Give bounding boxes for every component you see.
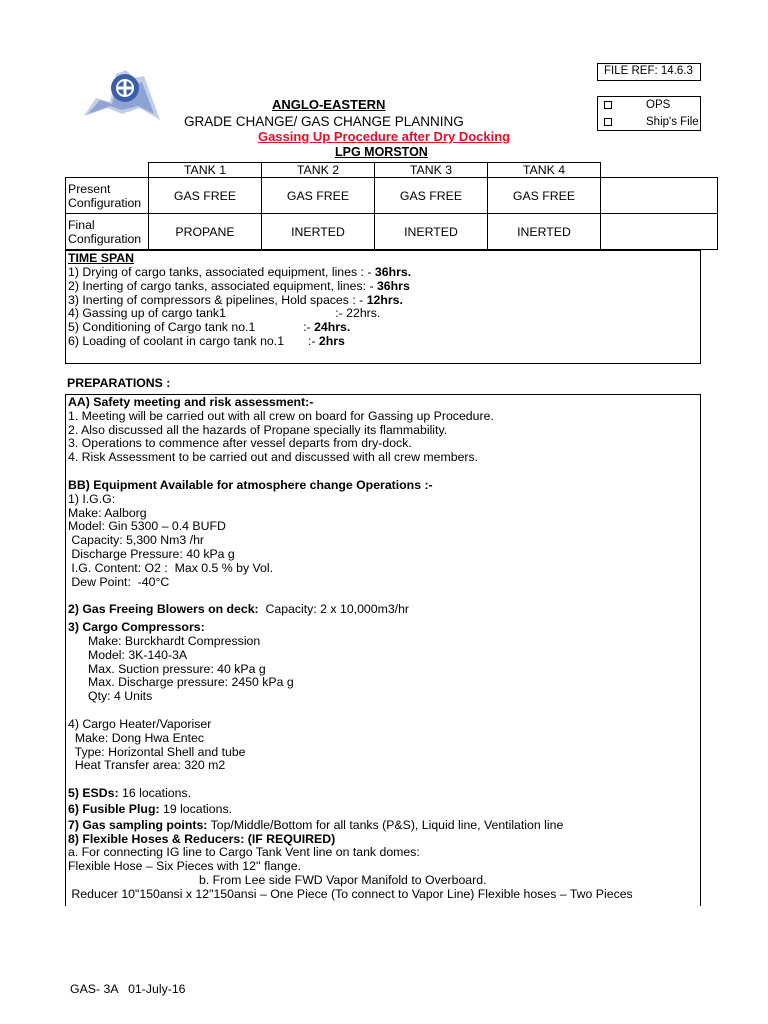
company-logo	[82, 68, 162, 126]
time-span-title: TIME SPAN	[68, 251, 135, 265]
list-item: 4) Cargo Heater/Vaporiser	[68, 716, 212, 731]
bb-title: BB) Equipment Available for atmosphere change Operations :-	[68, 477, 433, 492]
list-item: 1) Drying of cargo tanks, associated equipment, lines : - 36hrs.	[68, 265, 412, 279]
procedure-title: Gassing Up Procedure after Dry Docking	[258, 129, 511, 144]
cell-present-tank-4: GAS FREE	[488, 178, 601, 214]
configuration-table	[65, 162, 718, 250]
cell-present-tank-1: GAS FREE	[149, 178, 262, 214]
list-item: Discharge Pressure: 40 kPa g	[68, 546, 235, 561]
preparations-heading: PREPARATIONS :	[67, 376, 171, 390]
row-label-final: Final Configuration	[66, 214, 149, 250]
list-item: Make: Burckhardt Compression	[88, 633, 261, 648]
list-item: 3) Inerting of compressors & pipelines, Hold spaces : - 12hrs.	[68, 292, 403, 307]
ops-checkbox[interactable]	[604, 101, 612, 109]
list-item: Capacity: 5,300 Nm3 /hr	[68, 533, 205, 548]
esd-line: 5) ESDs: 16 locations.	[68, 786, 192, 801]
compressors-title: 3) Cargo Compressors:	[68, 620, 205, 635]
cell-final-tank-2: INERTED	[262, 214, 375, 250]
column-tank-4: TANK 4	[488, 163, 601, 178]
column-tank-1: TANK 1	[149, 163, 262, 178]
list-item: Dew Point: -40°C	[68, 574, 170, 589]
vessel-name: LPG MORSTON	[335, 145, 428, 159]
cell-present-tank-3: GAS FREE	[375, 178, 488, 214]
ops-label: OPS	[646, 99, 671, 111]
table-header-row	[66, 163, 718, 178]
file-ref: FILE REF: 14.6.3	[604, 65, 693, 77]
aa-title: AA) Safety meeting and risk assessment:-	[68, 395, 314, 409]
list-item: Model: 3K-140-3A	[88, 647, 188, 662]
list-item: 2. Also discussed all the hazards of Propane specially its flammability.	[68, 422, 448, 437]
list-item: Model: Gin 5300 – 0.4 BUFD	[68, 519, 226, 534]
file-ref-box	[597, 63, 701, 81]
list-item: 4) Gassing up of cargo tank1 :- 22hrs.	[68, 306, 381, 321]
list-item: 4. Risk Assessment to be carried out and discussed with all crew members.	[68, 450, 479, 465]
cell-final-tank-1: PROPANE	[149, 214, 262, 250]
list-item: Make: Aalborg	[68, 505, 147, 520]
ships-file-label: Ship's File	[646, 116, 699, 128]
column-tank-2: TANK 2	[262, 163, 375, 178]
company-name: ANGLO-EASTERN	[272, 97, 386, 112]
list-item: Max. Discharge pressure: 2450 kPa g	[88, 675, 294, 690]
list-item: Type: Horizontal Shell and tube	[68, 744, 246, 759]
list-item: 6) Loading of coolant in cargo tank no.1 :- 2hrs	[68, 333, 345, 348]
table-row	[66, 178, 718, 214]
list-item: b. From Lee side FWD Vapor Manifold to Overboard.	[199, 872, 487, 887]
row-label-present: Present Configuration	[66, 178, 149, 214]
footer-code: GAS- 3A 01-July-16	[70, 982, 186, 996]
list-item: 1) I.G.G:	[68, 491, 116, 506]
cell-final-tank-4: INERTED	[488, 214, 601, 250]
list-item: 2) Inerting of cargo tanks, associated equipment, lines: - 36hrs	[68, 278, 410, 293]
distribution-box	[597, 96, 701, 131]
list-item: Make: Dong Hwa Entec	[68, 730, 205, 745]
time-span-list	[68, 266, 411, 349]
list-item: 5) Conditioning of Cargo tank no.1 :- 24hrs.	[68, 320, 351, 335]
list-item: a. For connecting IG line to Cargo Tank Vent line on tank domes:	[68, 845, 420, 860]
list-item: Reducer 10"150ansi x 12"150ansi – One Piece (To connect to Vapor Line) Flexible hoses – Two Pieces	[68, 886, 633, 901]
hoses-title: 8) Flexible Hoses & Reducers: (IF REQUIRED)	[68, 831, 336, 846]
document-title: GRADE CHANGE/ GAS CHANGE PLANNING	[184, 114, 464, 129]
list-item: I.G. Content: O2 : Max 0.5 % by Vol.	[68, 560, 274, 575]
cell-present-tank-2: GAS FREE	[262, 178, 375, 214]
list-item: Heat Transfer area: 320 m2	[68, 758, 226, 773]
blowers-line: 2) Gas Freeing Blowers on deck: Capacity: 2 x 10,000m3/hr	[68, 602, 410, 617]
preparations-content	[68, 396, 633, 902]
time-span-box	[65, 250, 701, 364]
cell-final-tank-3: INERTED	[375, 214, 488, 250]
list-item: Flexible Hose – Six Pieces with 12'' flange.	[68, 859, 301, 874]
list-item: 1. Meeting will be carried out with all crew on board for Gassing up Procedure.	[68, 408, 494, 423]
fusible-line: 6) Fusible Plug: 19 locations.	[68, 801, 233, 816]
column-tank-3: TANK 3	[375, 163, 488, 178]
list-item: Qty: 4 Units	[88, 689, 153, 704]
table-row	[66, 214, 718, 250]
sampling-line: 7) Gas sampling points: Top/Middle/Bottom for all tanks (P&S), Liquid line, Ventilation line	[68, 817, 564, 832]
list-item: 3. Operations to commence after vessel departs from dry-dock.	[68, 436, 412, 451]
list-item: Max. Suction pressure: 40 kPa g	[88, 661, 266, 676]
ships-file-checkbox[interactable]	[604, 118, 612, 126]
preparations-box	[65, 394, 701, 906]
